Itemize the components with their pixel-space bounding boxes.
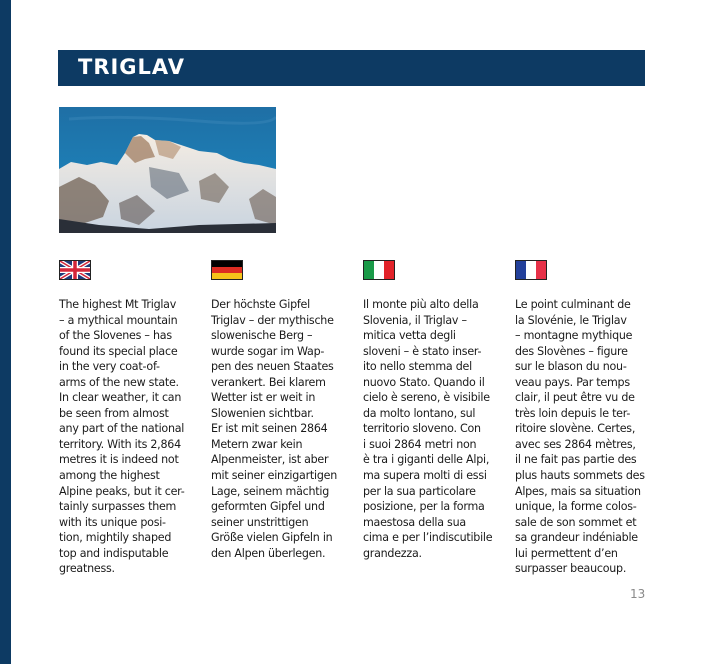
column-italian	[363, 260, 513, 561]
page-edge-stripe	[0, 0, 11, 664]
german-text: Der höchste Gipfel Triglav – der mythische slowenische Berg – wurde sogar im Wap- pen des neuen Staates verankert. Bei klarem Wetter ist er weit in Slowenien sichtbar. Er ist mit seinen 2864 Metern zwar kein Alpenmeister, ist aber mit seiner einzigartigen Lage, seinem mächtig geformten Gipfel und seiner unstrittigen Größe vielen Gipfeln in den Alpen überlegen.	[211, 298, 337, 560]
column-german	[211, 260, 361, 561]
germany-flag-icon	[211, 260, 243, 280]
france-flag-icon	[515, 260, 547, 280]
italy-flag-icon	[363, 260, 395, 280]
page-title: TRIGLAV	[78, 55, 186, 79]
mountain-photo	[59, 107, 276, 233]
title-banner	[58, 50, 645, 86]
uk-flag-icon	[59, 260, 91, 280]
column-english	[59, 260, 209, 577]
english-text: The highest Mt Triglav – a mythical mountain of the Slovenes – has found its special place in the very coat-of- arms of the new state. In clear weather, it can be seen from almost any part of the national territory. With its 2,864 metres it is indeed not among the highest Alpine peaks, but it cer- tainly surpasses them with its unique posi- tion, mightily shaped top and indisputable greatness.	[59, 298, 185, 576]
column-french	[515, 260, 665, 577]
french-text: Le point culminant de la Slovénie, le Triglav – montagne mythique des Slovènes – figure sur le blason du nou- veau pays. Par temps clair, il peut être vu de très loin depuis le ter- ritoire slovène. Certes, avec ses 2864 mètres, il ne fait pas partie des plus hauts sommets des Alpes, mais sa situation unique, la forme colos- sale de son sommet et sa grandeur indéniable lui permettent d’en surpasser beaucoup.	[515, 298, 645, 576]
page-number: 13	[630, 587, 646, 601]
italian-text: Il monte più alto della Slovenia, il Triglav – mitica vetta degli sloveni – è stato inser- ito nello stemma del nuovo Stato. Quando il cielo è sereno, è visibile da molto lontano, sul territorio sloveno. Con i suoi 2864 metri non è tra i giganti delle Alpi, ma supera molti di essi per la sua particolare posizione, per la forma maestosa della sua cima e per l’indiscutibile grandezza.	[363, 298, 493, 560]
